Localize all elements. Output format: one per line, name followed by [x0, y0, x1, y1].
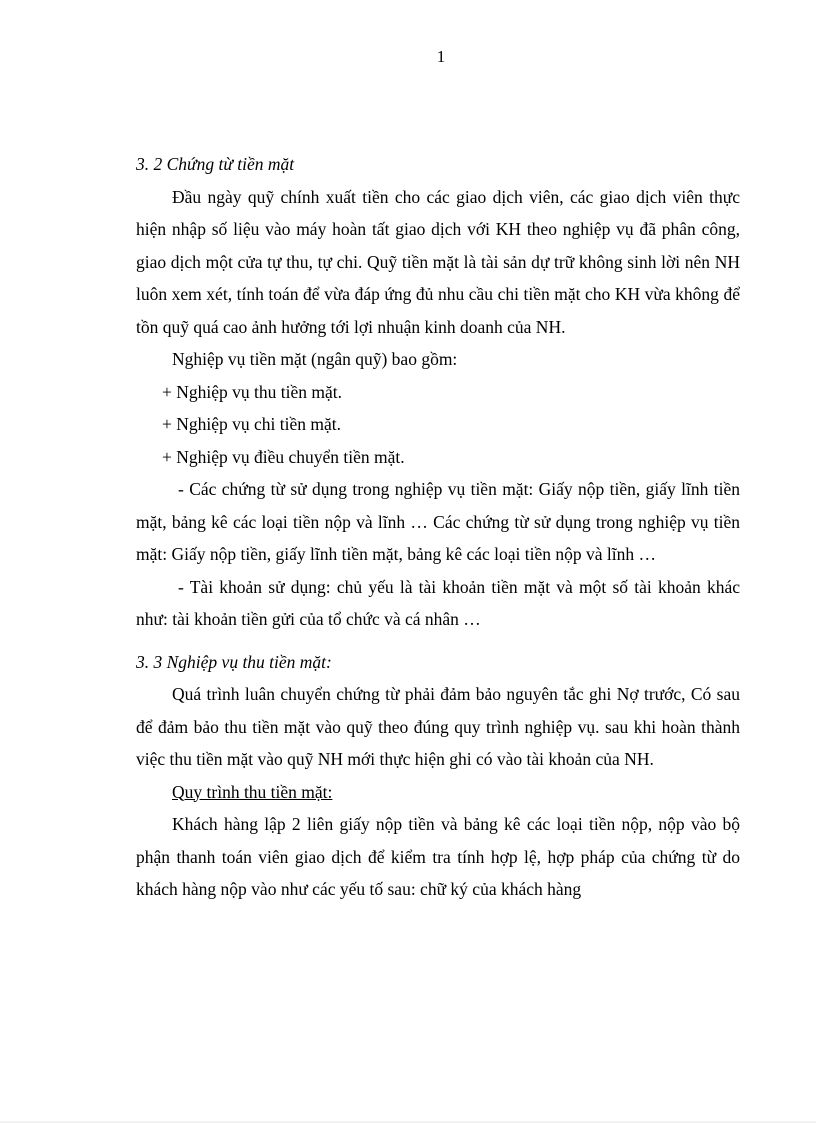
list-item: + Nghiệp vụ thu tiền mặt. — [162, 381, 342, 402]
section-heading-3-2: 3. 2 Chứng từ tiền mặt — [136, 154, 295, 174]
paragraph-documents: - Các chứng từ sử dụng trong nghiệp vụ tiền mặt: Giấy nộp tiền, giấy lĩnh tiền mặt, bảng kê các loại tiền nộp và lĩnh … Các chứng từ sử dụng trong nghiệp vụ tiền mặt: Giấy nộp tiền, giấy lĩnh tiền mặt, bảng kê các loại tiền nộp và lĩnh … — [136, 479, 740, 564]
section-heading-3-3: 3. 3 Nghiệp vụ thu tiền mặt: — [136, 651, 332, 672]
document-body — [136, 148, 740, 906]
paragraph-collection-intro: Quá trình luân chuyển chứng từ phải đảm bảo nguyên tắc ghi Nợ trước, Có sau để đảm bảo thu tiền mặt vào quỹ theo đúng quy trình nghiệp vụ. sau khi hoàn thành việc thu tiền mặt vào quỹ NH mới thực hiện ghi có vào tài khoản của NH. — [136, 684, 740, 769]
page-number: 1 — [436, 47, 446, 66]
paragraph-process: Khách hàng lập 2 liên giấy nộp tiền và bảng kê các loại tiền nộp, nộp vào bộ phận thanh toán viên giao dịch để kiểm tra tính hợp lệ, hợp pháp của chứng từ do khách hàng nộp vào như các yếu tố sau: chữ ký của khách hàng — [136, 814, 740, 899]
process-title: Quy trình thu tiền mặt: — [172, 781, 333, 802]
list-item: + Nghiệp vụ chi tiền mặt. — [162, 414, 341, 434]
paragraph-cash-intro: Đầu ngày quỹ chính xuất tiền cho các giao dịch viên, các giao dịch viên thực hiện nhập số liệu vào máy hoàn tất giao dịch với KH theo nghiệp vụ đã phân công, giao dịch một cửa tự thu, tự chi. Quỹ tiền mặt là tài sản dự trữ không sinh lời nên NH luôn xem xét, tính toán để vừa đáp ứng đủ nhu cầu chi tiền mặt cho KH vừa không để tồn quỹ quá cao ảnh hưởng tới lợi nhuận kinh doanh của NH. — [136, 186, 740, 337]
list-title: Nghiệp vụ tiền mặt (ngân quỹ) bao gồm: — [172, 349, 458, 369]
list-item: + Nghiệp vụ điều chuyển tiền mặt. — [162, 446, 405, 467]
section-gap — [136, 636, 740, 646]
paragraph-accounts: - Tài khoản sử dụng: chủ yếu là tài khoản tiền mặt và một số tài khoản khác như: tài khoản tiền gửi của tổ chức và cá nhân … — [136, 576, 740, 629]
